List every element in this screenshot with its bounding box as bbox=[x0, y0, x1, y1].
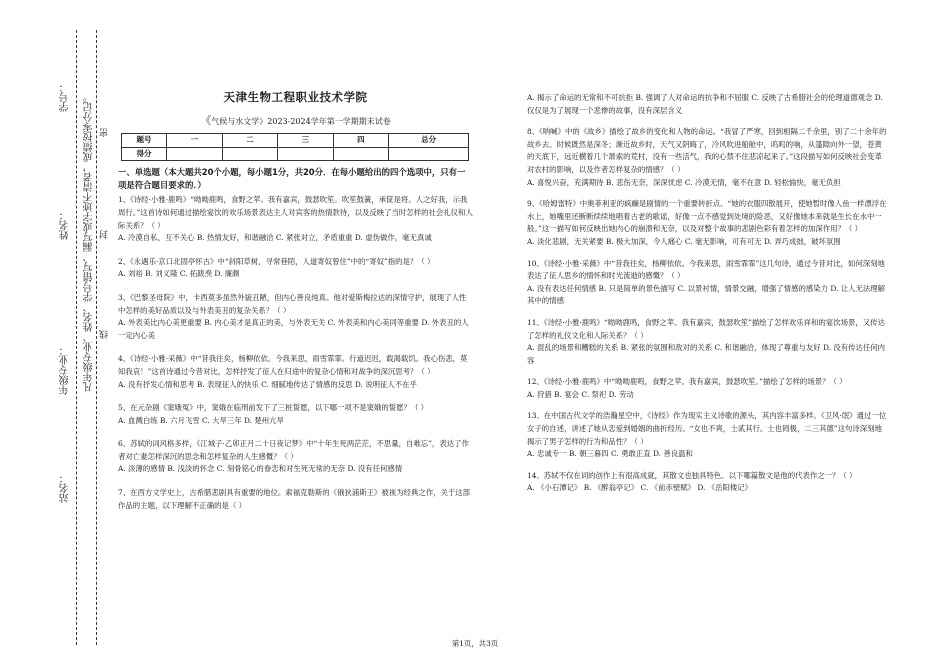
seal-mark-xian: 线 bbox=[100, 330, 110, 339]
question-stem: 4、《诗经·小雅·采薇》中“昔我往矣，杨柳依依。今我来思，雨雪霏霏。行道迟迟，载渴载饥。我心伤悲，莫知我哀！”这首诗通过今昔对比，怎样抒发了征人在归途中的复杂心情和对战争的深沉思考？（ ） bbox=[118, 354, 468, 376]
cut-line-right bbox=[96, 30, 97, 645]
question-stem: 13、在中国古代文学的浩瀚星空中，《诗经》作为现实主义诗歌的源头，其内容丰富多样。《卫风·氓》通过一位女子的自述，讲述了她从恋爱到婚姻的曲折经历。“女也不爽，士贰其行。士也罔极，二三其德”这句诗深刻地揭示了男子怎样的行为和品性？（ ） bbox=[527, 411, 887, 446]
score-cell: 总分 bbox=[389, 134, 469, 148]
right-column bbox=[527, 92, 887, 495]
question-options: A. 狩猎 B. 宴会 C. 祭祀 D. 劳动 bbox=[527, 389, 634, 399]
question-stem: 1、《诗经·小雅·鹿鸣》“呦呦鹿鸣，食野之苹。我有嘉宾，鼓瑟吹笙。吹笙鼓簧，承筐是将。人之好我，示我周行。”这首诗如何通过描绘宴饮的欢乐场景表达主人对宾客的热情款待，以及反映了当时怎样的社会礼仪和人际关系？（ ） bbox=[118, 195, 473, 230]
question bbox=[527, 258, 887, 308]
score-table-header-row bbox=[122, 134, 469, 148]
score-cell: 得分 bbox=[122, 147, 167, 161]
question-stem: 9、《哈姆雷特》中奥菲利亚的疯癫是剧情的一个重要转折点。“她的衣服四散展开，使她暂时像人鱼一样漂浮在水上，她嘴里还断断续续地唱着古老的歌谣，好像一点不感觉到处境的险恶，又好像她本来就是生长在水中一般。”这一描写如何反映出她内心的崩溃和无奈，以及对整个故事的悲剧色彩有着怎样的加深作用？（ ） bbox=[527, 199, 887, 234]
score-table-score-row bbox=[122, 147, 469, 161]
exam-subtitle bbox=[118, 115, 473, 129]
question-stem: 3、《巴黎圣母院》中，卡西莫多虽然外貌丑陋，但内心善良纯真。他对爱斯梅拉达的深情守护，展现了人性中怎样的美好品质以及与外表美丑的复杂关系？（ ） bbox=[118, 292, 467, 315]
question-options: A. 外表美比内心美更重要 B. 内心美才是真正的美，与外表无关 C. 外表美和内心美同等重要 D. 外表丑的人一定内心美 bbox=[118, 318, 469, 340]
question bbox=[118, 487, 473, 512]
question bbox=[118, 353, 473, 391]
score-blank[interactable] bbox=[333, 147, 389, 161]
question bbox=[527, 198, 887, 248]
question bbox=[527, 376, 887, 401]
question bbox=[118, 292, 473, 342]
question bbox=[527, 470, 887, 495]
page-footer: 第1页，共3页 bbox=[451, 639, 499, 648]
score-cell: 四 bbox=[333, 134, 389, 148]
question-options: A. 《小石潭记》 B. 《醉翁亭记》 C. 《前赤壁赋》 D. 《岳阳楼记》 bbox=[527, 483, 753, 493]
score-blank[interactable] bbox=[278, 147, 334, 161]
question bbox=[527, 126, 887, 189]
seal-mark-mi: 密 bbox=[100, 128, 110, 137]
name-label: 姓名： bbox=[60, 210, 71, 240]
question-options: A. 刘裕 B. 刘义隆 C. 拓跋焘 D. 廉颇 bbox=[118, 269, 240, 279]
left-column bbox=[118, 92, 473, 512]
binding-strip bbox=[0, 0, 112, 672]
question-stem: 7、在西方文学史上，古希腊悲剧具有重要的地位。索福克勒斯的《俄狄浦斯王》被视为经典之作，关于这部作品的主题，以下理解不正确的是（ ） bbox=[118, 488, 471, 510]
score-cell: 题号 bbox=[122, 134, 167, 148]
question-options: A. 混乱的场景和糟糕的关系 B. 紧张的氛围和敌对的关系 C. 和谐融洽，体现了尊重与友好 D. 没有传达任何内容 bbox=[527, 343, 886, 365]
question-stem: 5、在元杂剧《窦娥冤》中，窦娥在临刑前发下了三桩誓愿，以下哪一项不是窦娥的誓愿？（ ） bbox=[118, 403, 429, 413]
question-options: A. 喜悦兴奋，充满期待 B. 悲伤无奈，深深忧虑 C. 冷漠无情，毫不在意 D. 轻松愉快，毫无负担 bbox=[527, 177, 841, 187]
subtitle-quote: 《 bbox=[200, 113, 212, 127]
student-id-label: 学号： bbox=[60, 82, 71, 112]
question-stem: 14、苏轼不仅在词的创作上有很高成就，其散文也独具特色。以下哪篇散文是他的代表作之一？（ ） bbox=[527, 470, 857, 480]
question-stem: 8、《呐喊》中的《故乡》描绘了故乡的变化和人物的命运。“我冒了严寒，回到相隔二千余里，别了二十余年的故乡去。时候既然是深冬；渐近故乡时，天气又阴晦了，冷风吹进船舱中，呜呜的响，从篷隙向外一望，苍黄的天底下，远近横着几个萧索的荒村，没有一些活气，我的心禁不住悲凉起来了。”这段描写如何反映社会变革对农村的影响，以及作者怎样复杂的情感？（ ） bbox=[527, 127, 887, 174]
question-stem: 6、苏轼的词风格多样，《江城子·乙卯正月二十日夜记梦》中“十年生死两茫茫，不思量，自难忘”，表达了作者对亡妻怎样深沉的思念和怎样复杂的人生感慨？（ ） bbox=[118, 439, 469, 461]
question bbox=[527, 317, 887, 367]
question-options: A. 没有表达任何情感 B. 只是简单的景色描写 C. 以景衬情，情景交融，增强了情感的感染力 D. 让人无法理解其中的情感 bbox=[527, 283, 886, 306]
score-table bbox=[121, 133, 469, 161]
score-cell: 三 bbox=[278, 134, 334, 148]
exam-title: 气候与水文学》2023-2024学年第一学期期末试卷 bbox=[211, 116, 391, 126]
cut-line-left bbox=[76, 30, 77, 645]
score-cell: 一 bbox=[167, 134, 223, 148]
class-label: 年级专业： bbox=[60, 345, 71, 395]
question-options: A. 忠诚专一 B. 朝三暮四 C. 勇敢正直 D. 善良温和 bbox=[527, 449, 693, 459]
score-blank[interactable] bbox=[389, 147, 469, 161]
score-blank[interactable] bbox=[222, 147, 278, 161]
question-options: A. 淡薄的感情 B. 浅淡的怀念 C. 刻骨铭心的眷恋和对生死无常的无奈 D. 没有任何感情 bbox=[118, 464, 403, 474]
question-stem: 12、《诗经·小雅·鹿鸣》中“呦呦鹿鸣，食野之苹。我有嘉宾，鼓瑟吹笙。”描绘了怎样的场景？（ ） bbox=[527, 377, 847, 387]
binding-instruction: 凡年级专业、姓名、学号错写、漏写或字迹不清者，成绩按零分记。 bbox=[84, 92, 95, 392]
seal-mark-feng: 封 bbox=[100, 230, 110, 239]
score-cell: 二 bbox=[222, 134, 278, 148]
question-options: A. 没有抒发心情和思考 B. 表现征人的快乐 C. 细腻地传达了情感的反思 D. 说明征人不在乎 bbox=[118, 379, 417, 389]
score-blank[interactable] bbox=[167, 147, 223, 161]
question-stem: 2、《永遇乐·京口北固亭怀古》中“斜阳草树，寻常巷陌，人道寄奴曾住”中的“寄奴”指的是？（ ） bbox=[118, 256, 435, 266]
question bbox=[118, 402, 473, 427]
section-heading: 一、单选题（本大题共20个小题，每小题1分，共20分．在每小题给出的四个选项中，只有一项是符合题目要求的．） bbox=[118, 167, 466, 191]
question bbox=[118, 194, 473, 244]
school-title: 天津生物工程职业技术学院 bbox=[223, 92, 368, 104]
question-stem: 10、《诗经·小雅·采薇》中“昔我往矣，杨柳依依。今我来思，雨雪霏霏”这几句诗，通过今昔对比，如何深刻地表达了征人思乡的情怀和时光流逝的感慨？（ ） bbox=[527, 258, 885, 281]
question bbox=[118, 438, 473, 476]
question-options: A. 冷漠自私，互不关心 B. 热情友好，和谐融洽 C. 紧张对立，矛盾重重 D. 虚伪做作，毫无真诚 bbox=[118, 233, 432, 243]
question bbox=[118, 256, 473, 281]
question-options: A. 血溅白练 B. 六月飞雪 C. 大旱三年 D. 楚州亢旱 bbox=[118, 415, 284, 425]
seat-label: 站名： bbox=[60, 473, 71, 503]
question bbox=[527, 92, 887, 117]
question-options: A. 淡化悲剧，无关紧要 B. 极大加深，令人痛心 C. 毫无影响，可有可无 D. 弄巧成拙，破坏氛围 bbox=[527, 236, 841, 246]
question bbox=[527, 410, 887, 460]
question-options: A. 揭示了命运的无常和不可抗拒 B. 强调了人对命运的抗争和不屈服 C. 反映了古希腊社会的伦理道德观念 D. 仅仅是为了展现一个悲惨的故事，没有深层含义 bbox=[527, 93, 883, 115]
question-stem: 11、《诗经·小雅·鹿鸣》“呦呦鹿鸣，食野之苹。我有嘉宾，鼓瑟吹笙”描绘了怎样欢乐祥和的宴饮场景，又传达了怎样的礼仪文化和人际关系？（ ） bbox=[527, 317, 885, 340]
